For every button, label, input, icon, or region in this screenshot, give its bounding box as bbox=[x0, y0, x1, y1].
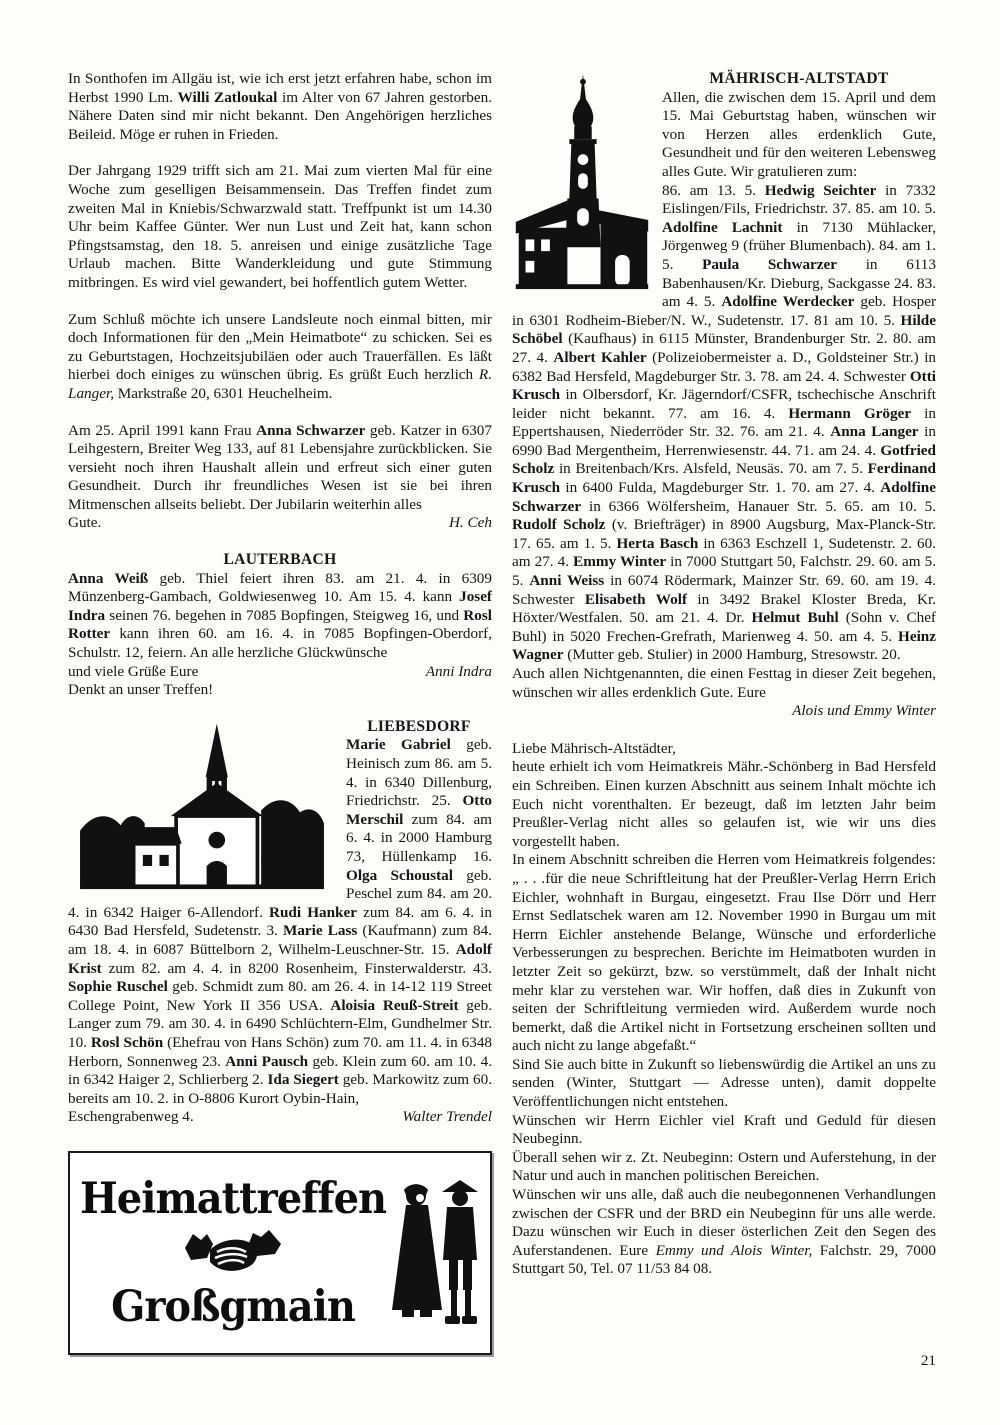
letter-salutation: Liebe Mährisch-Altstädter, bbox=[512, 739, 676, 757]
paragraph-maehrisch-closing: Auch allen Nichtgenannten, die einen Festtag in dieser Zeit begehen, wünschen wir alles erdenklich Gute. Eure bbox=[512, 665, 936, 701]
page-number: 21 bbox=[920, 1352, 936, 1369]
handshake-icon bbox=[183, 1226, 283, 1282]
paragraph-birthday-list: 86. am 13. 5. Hedwig Seichter in 7332 Eislingen/Fils, Friedrichstr. 37. 85. am 10. 5. Adolfine Lachnit in 7130 Mühlacker, Jörgenweg 9 (früher Blumenbach). 84. am 1. 5. Paula Schwarzer in 6113 Babenhausen/Kr. Dieburg, Sackgasse 24. 83. am 4. 5. Adolfine Werdecker geb. Hosper in 6301 Rodheim-Bieber/N. W., Sudetenstr. 17. 81 am 10. 5. Hilde Schöbel (Kaufhaus) in 6115 Münster, Brandenburger Str. 2. 80. am 27. 4. Albert Kahler (Polizeiobermeister a. D., Goldsteiner Str.) in 6382 Bad Hersfeld, Magdeburger Str. 3. 78. am 24. 4. Schwester Otti Krusch in Olbersdorf, Kr. Jägerndorf/CSFR, tschechische Anschrift leider nicht bekannt. 77. am 16. 4. Hermann Gröger in Eppertshausen, Niederröder Str. 32. 76. am 21. 4. Anna Langer in 6990 Bad Mergentheim, Herrenwiesenstr. 44. 71. am 24. 4. Gotfried Scholz in Breitenbach/Krs. Alsfeld, Neusäs. 70. am 7. 5. Ferdinand Krusch in 6400 Fulda, Magdeburger Str. 1. 70. am 27. 4. Adolfine Schwarzer in 6366 Wölfersheim, Hanauer Str. 5. 65. am 10. 5. Rudolf Scholz (v. Briefträger) in 8900 Augsburg, Max-Planck-Str. 17. 65. am 1. 5. Herta Basch in 6363 Eschzell 1, Sudetenstr. 2. 60. am 27. 4. Emmy Winter in 7000 Stuttgart 50, Falchstr. 29. 60. am 5. 5. Anni Weiss in 6074 Rödermark, Mainzer Str. 69. 60. am 19. 4. Schwester Elisabeth Wolf in 3492 Brakel Kloster Breda, Kr. Höxter/Westfalen. 50. am 21. 4. Dr. Helmut Buhl (Sohn v. Chef Buhl) in 5020 Frechen-Grefrath, Marienweg 4. 50. am 4. 5. Heinz Wagner (Mutter geb. Stulier) in 2000 Hamburg, Stresowstr. 20. bbox=[512, 181, 937, 664]
signature-walter-trendel: Walter Trendel bbox=[402, 1108, 492, 1126]
traditional-couple-illustration bbox=[386, 1178, 490, 1328]
section-heading-lauterbach: LAUTERBACH bbox=[223, 551, 337, 569]
signature-anni-indra: Anni Indra bbox=[425, 662, 492, 680]
note-treffen: Denkt an unser Treffen! bbox=[68, 681, 214, 699]
letter-paragraph-2: In einem Abschnitt schreiben die Herren vom Heimatkreis folgendes: „ . . .für die neue Schriftleitung hat der Preußler-Verlag Herrn Erich Eichler, wohnhaft in Burgau, eingesetzt. Frau Ilse Dörr und Herr Ernst Sedlatschek waren am 12. November 1990 in Burgau um mit Herrn Eichler anstehende Belange, Wünsche und erforderliche Verbesserungen zu besprechen. Berichte im Heimatboten wurden in letzter Zeit so gekürzt, bzw. so verstümmelt, daß der Inhalt nicht mehr klar zu verstehen war. Wir hoffen, daß dies in Zukunft von seiten der Schriftleitung vermieden wird. Außerdem wurde noch bemerkt, daß die Artikel nicht in Fortsetzung erscheinen sollten und auch nicht zu lange abgefaßt.“ bbox=[512, 851, 936, 1055]
signature-line-walter-trendel bbox=[68, 1108, 492, 1127]
paragraph-jahrgang-1929: Der Jahrgang 1929 trifft sich am 21. Mai zum vierten Mal für eine Woche zum geselligen Beisammensein. Das Treffen findet zum zweiten Mal in Kniebis/Schwarzwald statt. Treffpunkt ist um 14.30 Uhr beim Kaffee Günter. Wer nun Lust und Zeit hat, kann schon Pfingstsamstag, den 18. 5. anreisen und einige zusätzliche Tage Urlaub machen. Bitte Wanderkleidung und gute Stimmung mitbringen. Es wird viel gewandert, bei hoffentlich gutem Wetter. bbox=[68, 162, 492, 291]
paragraph-maehrisch-intro: Allen, die zwischen dem 15. April und dem 15. Mai Geburtstag haben, wünschen wir von Herzen alles erdenklich Gute, Gesundheit und für den weiteren Lebensweg alles Gute. Wir gratulieren zum: bbox=[662, 88, 936, 180]
letter-paragraph-6: Wünschen wir uns alle, daß auch die neubegonnenen Verhandlungen zwischen der CSFR und der BRD ein Neubeginn für uns alle werde. Dazu wünschen wir Euch in dieser österlichen Zeit den Segen des Auferstandenen. Eure Emmy und Alois Winter, Falchstr. 29, 7000 Stuttgart 50, Tel. 07 11/53 84 08. bbox=[512, 1186, 936, 1278]
paragraph-liebesdorf: Marie Gabriel geb. Heinisch zum 86. am 5. 4. in 6340 Dillenburg, Friedrichstr. 25. Otto Merschil zum 84. am 6. 4. in 2000 Hamburg 73, Hüllenkamp 16. Olga Schoustal geb. Peschel zum 84. am 20. 4. in 6342 Haiger 6-Allendorf. Rudi Hanker zum 84. am 6. 4. in 6430 Bad Hersfeld, Sudetenstr. 3. Marie Lass (Kaufmann) zum 84. am 18. 4. in 6087 Büttelborn 2, Wilhelm-Leuschner-Str. 15. Adolf Krist zum 82. am 4. 4. in 8200 Rosenheim, Finsterwalderstr. 43. Sophie Ruschel geb. Schmidt zum 80. am 26. 4. in 14-12 119 Street College Point, New York II 356 USA. Aloisia Reuß-Streit geb. Langer zum 79. am 30. 4. in 6490 Schlüchtern-Elm, Gundhelmer Str. 10. Rosl Schön (Ehefrau von Hans Schön) zum 70. am 11. 4. in 6348 Herborn, Sonnenweg 23. Anni Pausch geb. Klein zum 60. am 10. 4. in 6342 Haiger 2, Schlierberg 2. Ida Siegert geb. Markowitz zum 60. bereits am 10. 2. in O-8806 Kurort Oybin-Hain, bbox=[68, 736, 493, 1107]
heimattreffen-banner bbox=[68, 1151, 492, 1355]
banner-text-block bbox=[80, 1172, 387, 1332]
section-letter bbox=[512, 740, 936, 1279]
banner-title: Heimattreffen bbox=[80, 1172, 387, 1224]
section-maehrisch-altstadt bbox=[512, 70, 936, 740]
letter-paragraph-5: Überall sehen wir z. Zt. Neubeginn: Ostern und Auferstehung, in der Natur und auch in manchen politischen Bereichen. bbox=[512, 1148, 936, 1185]
section-liebesdorf bbox=[68, 718, 492, 1127]
section-heading-maehrisch-altstadt: MÄHRISCH-ALTSTADT bbox=[709, 70, 889, 87]
signature-line-anni-indra bbox=[68, 663, 492, 682]
signature-h-ceh: H. Ceh bbox=[448, 514, 492, 532]
section-heading-liebesdorf: LIEBESDORF bbox=[367, 717, 471, 735]
paragraph-tail: Eschengrabenweg 4. bbox=[68, 1108, 194, 1126]
letter-paragraph-4: Wünschen wir Herrn Eichler viel Kraft und Geduld für diesen Neubeginn. bbox=[512, 1111, 936, 1148]
town-church-illustration bbox=[512, 72, 652, 292]
signature-alois-emmy-winter: Alois und Emmy Winter bbox=[792, 702, 936, 720]
paragraph-lauterbach: Anna Weiß geb. Thiel feiert ihren 83. am 21. 4. in 6309 Münzenberg-Gambach, Goldwiesenweg 10. Am 15. 4. kann Josef Indra seinen 76. begehen in 7085 Bopfingen, Steigweg 16, und Rosl Rotter kann ihren 60. am 16. 4. in 7085 Bopfingen-Oberdorf, Schulstr. 12, feiern. An alle herzliche Glückwünsche bbox=[68, 569, 492, 662]
paragraph-heimatbote-appeal: Zum Schluß möchte ich unsere Landsleute noch einmal bitten, mir doch Informationen für den „Mein Heimatbote“ zu schicken. Sei es zu Geburtstagen, Hochzeitsjubiläen oder auch Trauerfällen. Es läßt hierbei doch einiges zu wünschen übrig. Es grüßt Euch herzlich R. Langer, Markstraße 20, 6301 Heuchelheim. bbox=[68, 310, 492, 402]
paragraph-tail: Gute. bbox=[68, 514, 102, 532]
left-column bbox=[68, 70, 492, 1355]
paragraph-tail: und viele Grüße Eure bbox=[68, 662, 199, 680]
signature-line-h-ceh bbox=[68, 514, 492, 533]
right-column bbox=[512, 70, 936, 1279]
letter-paragraph-3: Sind Sie auch bitte in Zukunft so liebenswürdig die Artikel an uns zu senden (Winter, Stuttgart — Adresse unten), damit doppelte Veröffentlichungen nicht entstehen. bbox=[512, 1055, 936, 1111]
banner-subtitle: Großgmain bbox=[111, 1280, 355, 1332]
paragraph-anna-schwarzer: Am 25. April 1991 kann Frau Anna Schwarzer geb. Katzer in 6307 Leihgestern, Breiter Weg 133, auf 81 Lebensjahre zurückblicken. Sie versieht noch ihren Haushalt allein und erfreut sich einer guten Gesundheit. Durch ihr freundliches Wesen ist sie bei ihren Mitmenschen allseits beliebt. Der Jubilarin weiterhin alles bbox=[68, 421, 492, 513]
village-church-illustration bbox=[68, 720, 336, 890]
letter-paragraph-1: heute erhielt ich vom Heimatkreis Mähr.-Schönberg in Bad Hersfeld ein Schreiben. Einen kurzen Abschnitt aus seinem Inhalt möchte ich Euch nicht vorenthalten. Er bezeugt, daß im letzten Jahr beim Preußler-Verlag nicht alles so gelaufen ist, wie wir uns dies vorgestellt haben. bbox=[512, 758, 936, 850]
paragraph-obituary-zatloukal: In Sonthofen im Allgäu ist, wie ich erst jetzt erfahren habe, schon im Herbst 1990 Lm. Willi Zatloukal im Alter von 67 Jahren gestorben. Nähere Daten sind mir nicht bekannt. Den Angehörigen herzliches Beileid. Möge er ruhen in Frieden. bbox=[68, 70, 492, 143]
